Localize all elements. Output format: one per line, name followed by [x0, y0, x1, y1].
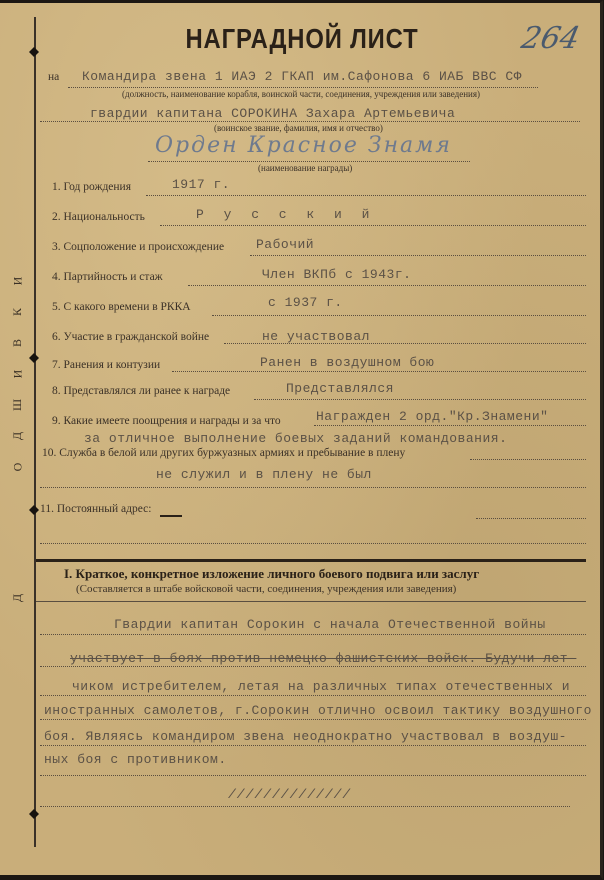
award-caption: (наименование награды)	[258, 163, 353, 173]
page-number: 264	[518, 21, 583, 56]
field-6-label: 6. Участие в гражданской войне	[52, 331, 210, 343]
section-title: I. Краткое, конкретное изложение личного боевого подвига или заслуг	[64, 566, 480, 581]
field-rule	[254, 399, 586, 400]
field-9-value-line2: за отличное выполнение боевых заданий командования.	[84, 431, 508, 446]
person-caption: (воинское звание, фамилия, имя и отчество)	[214, 123, 383, 133]
narrative-rule	[40, 695, 586, 696]
field-1-value: 1917 г.	[172, 177, 231, 192]
field-8-label: 8. Представлялся ли ранее к награде	[52, 385, 231, 397]
staple-hole-icon	[29, 47, 39, 57]
narrative-rule	[40, 775, 586, 776]
award-value: Орден Красное Знамя	[155, 133, 452, 158]
narrative-rule	[40, 806, 570, 807]
field-rule	[476, 518, 586, 519]
person-value: гвардии капитана СОРОКИНА Захара Артемьевича	[90, 106, 456, 121]
field-rule	[250, 255, 586, 256]
narrative-rule	[40, 666, 586, 667]
narrative-rule	[40, 745, 586, 746]
field-4-value: Член ВКПб с 1943г.	[262, 267, 412, 282]
na-label: на	[48, 71, 60, 83]
field-rule	[172, 371, 586, 372]
narrative-line: чиком истребителем, летая на различных типах отечественных и	[72, 679, 571, 694]
narrative-line: ных боя с противником.	[44, 752, 227, 767]
field-1-label: 1. Год рождения	[52, 181, 131, 193]
field-11-label: 11. Постоянный адрес:	[40, 503, 152, 515]
narrative-rule	[40, 634, 586, 635]
person-rule	[40, 121, 580, 122]
section-rule	[36, 601, 586, 602]
field-5-label: 5. С какого времени в РККА	[52, 301, 191, 313]
section-subtitle: (Составляется в штабе войсковой части, соединения, учреждения или заведения)	[76, 583, 457, 595]
field-3-value: Рабочий	[256, 237, 315, 252]
binding-letter: Д	[10, 592, 25, 603]
field-4-label: 4. Партийность и стаж	[52, 271, 163, 283]
field-6-value: не участвовал	[262, 329, 370, 344]
binding-letter: К	[10, 306, 25, 317]
staple-hole-icon	[29, 353, 39, 363]
address-blank-mark	[160, 515, 182, 517]
field-rule	[212, 315, 586, 316]
field-rule	[160, 225, 586, 226]
binding-label	[8, 273, 28, 605]
binding-letter: О	[10, 461, 25, 472]
field-rule	[314, 425, 586, 426]
field-10-label: 10. Служба в белой или других буржуазных армиях и пребывание в плену	[42, 447, 406, 459]
section-divider	[36, 559, 586, 562]
end-mark: //////////////	[228, 787, 352, 802]
award-rule	[148, 161, 470, 162]
field-5-value: с 1937 г.	[268, 295, 343, 310]
field-9-label: 9. Какие имеете поощрения и награды и за что	[52, 415, 281, 427]
binding-letter: Д	[10, 430, 25, 441]
binding-margin-line	[34, 17, 36, 847]
staple-hole-icon	[29, 505, 39, 515]
narrative-line: участвует в боях против немецко-фашистских войск. Будучи лет-	[70, 651, 577, 666]
narrative-line: боя. Являясь командиром звена неоднократно участвовал в воздуш-	[44, 729, 567, 744]
field-9-value: Награжден 2 орд."Кр.Знамени"	[316, 409, 549, 424]
narrative-rule	[40, 719, 586, 720]
field-rule	[470, 459, 586, 460]
field-rule	[40, 543, 586, 544]
narrative-line: иностранных самолетов, г.Сорокин отлично освоил тактику воздушного	[44, 703, 592, 718]
binding-letter: И	[10, 275, 25, 286]
position-caption: (должность, наименование корабля, воинской части, соединения, учреждения или заведения)	[122, 89, 480, 99]
field-rule	[146, 195, 586, 196]
field-10-value: не служил и в плену не был	[156, 467, 372, 482]
narrative-line: Гвардии капитан Сорокин с начала Отечественной войны	[114, 617, 546, 632]
staple-hole-icon	[29, 809, 39, 819]
field-rule	[188, 285, 586, 286]
binding-letter: В	[10, 337, 25, 348]
binding-letter: Ш	[10, 397, 25, 412]
field-3-label: 3. Соцположение и происхождение	[52, 241, 225, 253]
field-7-value: Ранен в воздушном бою	[260, 355, 435, 370]
field-2-value: Р у с с к и й	[196, 207, 376, 222]
field-2-label: 2. Национальность	[52, 211, 145, 223]
field-rule	[224, 343, 586, 344]
field-rule	[40, 487, 586, 488]
position-value: Командира звена 1 ИАЭ 2 ГКАП им.Сафонова 6 ИАБ ВВС СФ	[82, 69, 522, 84]
document-title: НАГРАДНОЙ ЛИСТ	[185, 23, 419, 54]
field-7-label: 7. Ранения и контузии	[52, 359, 161, 371]
binding-letter: И	[10, 368, 25, 379]
field-8-value: Представлялся	[286, 381, 394, 396]
position-rule	[68, 87, 538, 88]
